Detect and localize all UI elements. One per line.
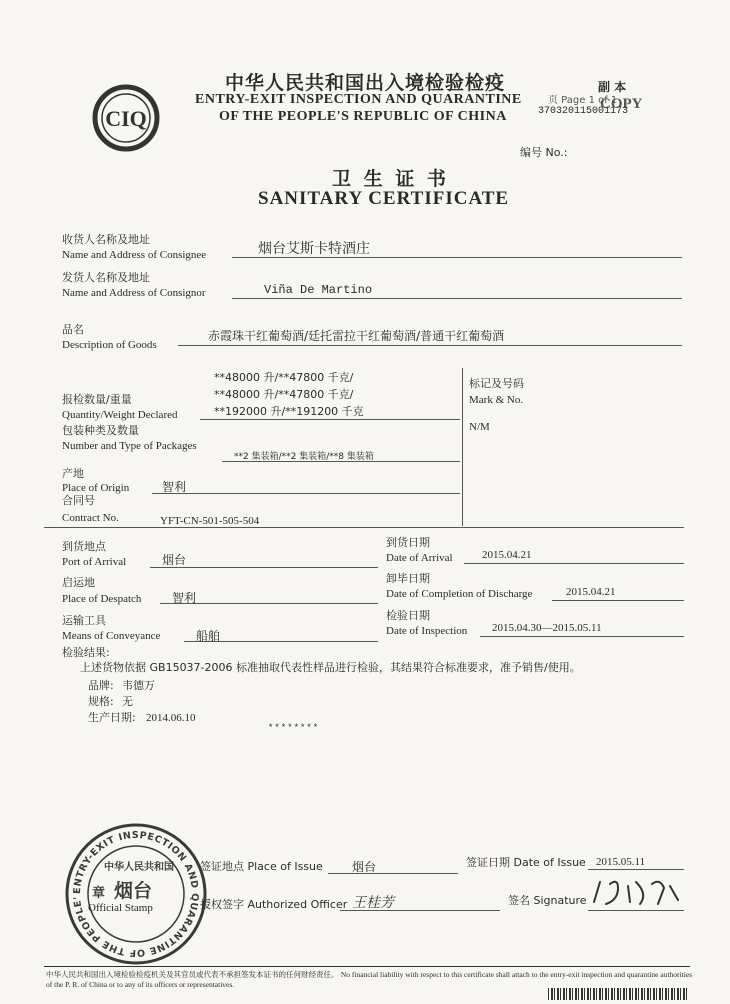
stamp-city: 烟台 — [114, 880, 153, 902]
conveyance-label-en: Means of Conveyance — [62, 630, 161, 642]
officer-value: 王桂芳 — [352, 895, 394, 911]
consignee-label-zh: 收货人名称及地址 — [62, 233, 150, 246]
goods-label-en: Description of Goods — [62, 339, 157, 351]
footer-disclaimer-zh: 中华人民共和国出入境检验检疫机关及其官员或代表不承担签发本证书的任何财经责任。 — [46, 970, 339, 979]
certificate-title-en: SANITARY CERTIFICATE — [258, 188, 510, 209]
header-title-en-line1: ENTRY-EXIT INSPECTION AND QUARANTINE — [195, 92, 522, 107]
marks-label-en: Mark & No. — [469, 394, 524, 406]
consignee-label-en: Name and Address of Consignee — [62, 249, 207, 261]
inspection-date-label-en: Date of Inspection — [386, 625, 468, 637]
packages-label-en: Number and Type of Packages — [62, 440, 197, 452]
port-arrival-underline — [150, 567, 378, 568]
production-date-value: 2014.06.10 — [146, 712, 196, 724]
quantity-line-2: **48000 升/**47800 千克/ — [214, 388, 354, 401]
goods-label-zh: 品名 — [62, 323, 84, 336]
despatch-label-en: Place of Despatch — [62, 593, 142, 605]
inspection-date-label-zh: 检验日期 — [386, 609, 430, 622]
discharge-underline — [552, 600, 684, 601]
results-label: 检验结果: — [62, 646, 110, 659]
marks-value: N/M — [469, 421, 490, 433]
stamp-official-text: Official Stamp — [88, 902, 153, 914]
port-arrival-label-en: Port of Arrival — [62, 556, 127, 568]
stamp-center-char: 章 — [92, 886, 106, 901]
marks-label-zh: 标记及号码 — [469, 377, 524, 390]
certificate-title-zh: 卫 生 证 书 — [332, 168, 449, 190]
discharge-value: 2015.04.21 — [566, 586, 616, 598]
brand-value: 韦德万 — [122, 679, 155, 692]
date-arrival-underline — [464, 563, 684, 564]
results-end-mark: ******** — [268, 723, 320, 733]
quantity-label-en: Quantity/Weight Declared — [62, 409, 178, 421]
despatch-label-zh: 启运地 — [62, 576, 95, 589]
despatch-value: 智利 — [172, 591, 197, 605]
origin-label-en: Place of Origin — [62, 482, 130, 494]
port-arrival-value: 烟台 — [162, 553, 187, 567]
quantity-line-1: **48000 升/**47800 千克/ — [214, 371, 354, 384]
svg-text:CIQ: CIQ — [105, 106, 147, 131]
officer-label: 授权签字 Authorized Officer — [200, 898, 348, 911]
page-label: 页 Page 1 of 1 — [548, 95, 618, 106]
conveyance-label-zh: 运输工具 — [62, 614, 106, 627]
consignee-value: 烟台艾斯卡特酒庄 — [258, 241, 370, 257]
issue-date-value: 2015.05.11 — [596, 856, 646, 868]
discharge-label-zh: 卸毕日期 — [386, 572, 430, 585]
contract-label-en: Contract No. — [62, 512, 119, 524]
conveyance-underline — [184, 641, 378, 642]
contract-label-zh: 合同号 — [62, 494, 95, 507]
brand-label: 品牌: — [88, 679, 114, 692]
quantity-underline — [200, 419, 460, 420]
inspection-date-underline — [480, 636, 684, 637]
packages-label-zh: 包装种类及数量 — [62, 424, 139, 437]
issue-place-underline — [328, 873, 458, 874]
issue-date-label: 签证日期 Date of Issue — [466, 856, 586, 869]
conveyance-value: 船舶 — [196, 629, 221, 643]
ciq-logo — [92, 84, 160, 152]
signature-underline — [588, 910, 684, 911]
quantity-label-zh: 报检数量/重量 — [62, 393, 132, 406]
consignor-label-en: Name and Address of Consignor — [62, 287, 206, 299]
header-title-en-line2: OF THE PEOPLE'S REPUBLIC OF CHINA — [219, 109, 507, 124]
consignor-value: Viña De Martino — [264, 283, 373, 297]
issue-place-label: 签证地点 Place of Issue — [200, 860, 323, 873]
inspection-date-value: 2015.04.30—2015.05.11 — [492, 622, 602, 634]
number-label: 编号 No.: — [520, 146, 568, 159]
discharge-label-en: Date of Completion of Discharge — [386, 588, 533, 600]
consignor-label-zh: 发货人名称及地址 — [62, 271, 150, 284]
consignor-underline — [232, 298, 682, 299]
barcode — [548, 988, 688, 1000]
signature-label: 签名 Signature — [508, 894, 587, 907]
contract-value: YFT-CN-501-505-504 — [160, 515, 260, 527]
date-arrival-label-zh: 到货日期 — [386, 536, 430, 549]
goods-underline — [178, 345, 682, 346]
spec-label: 规格: — [88, 695, 114, 708]
date-arrival-value: 2015.04.21 — [482, 549, 532, 561]
serial-number: 370320115001173 — [538, 106, 629, 117]
issue-place-value: 烟台 — [352, 860, 377, 874]
officer-underline — [340, 910, 500, 911]
packages-value: **2 集装箱/**2 集装箱/**8 集装箱 — [234, 452, 374, 462]
origin-underline — [152, 493, 460, 494]
origin-value: 智利 — [162, 480, 187, 494]
goods-value: 赤霞珠干红葡萄酒/廷托雷拉干红葡萄酒/普通干红葡萄酒 — [208, 329, 505, 343]
port-arrival-label-zh: 到货地点 — [62, 540, 106, 553]
copy-en: COPY — [600, 96, 643, 112]
copy-zh: 副 本 — [598, 80, 627, 94]
contract-underline — [44, 527, 684, 528]
production-date-label: 生产日期: — [88, 711, 136, 724]
stamp-inner-zh: 中华人民共和国 — [104, 862, 174, 873]
consignee-underline — [232, 257, 682, 258]
date-arrival-label-en: Date of Arrival — [386, 552, 453, 564]
header-title-zh: 中华人民共和国出入境检验检疫 — [225, 72, 506, 94]
marks-divider — [462, 368, 463, 526]
origin-label-zh: 产地 — [62, 467, 84, 480]
stamp-ring-text: ENTRY-EXIT INSPECTION AND QUARANTINE OF THE PEOPLE' — [71, 829, 201, 959]
quantity-line-3: **192000 升/**191200 千克 — [214, 405, 364, 418]
footer-disclaimer-en: No financial liability with respect to this certificate shall attach to the entry-exit inspection and quarantine authorities of the P. R. of China or to any of its officers or representatives. — [46, 970, 693, 989]
despatch-underline — [160, 603, 378, 604]
signature-scribble — [588, 874, 684, 910]
footer-disclaimer — [46, 970, 696, 990]
results-statement: 上述货物依据 GB15037-2006 标准抽取代表性样品进行检验，其结果符合标准要求，准予销售/使用。 — [80, 661, 581, 674]
footer-rule — [44, 966, 690, 967]
packages-underline — [222, 461, 460, 462]
spec-value: 无 — [122, 695, 133, 708]
official-stamp — [64, 822, 208, 966]
issue-date-underline — [588, 869, 684, 870]
